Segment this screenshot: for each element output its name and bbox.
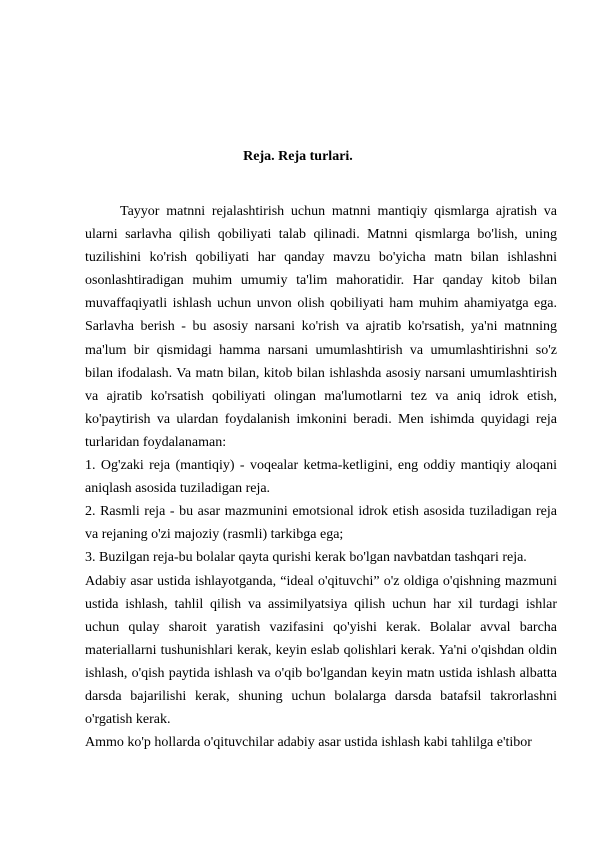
- list-item: 1. Og'zaki reja (mantiqiy) - voqealar ketma-ketligini, eng oddiy mantiqiy aloqani aniqlash asosida tuziladigan reja.: [85, 458, 557, 497]
- list-item: 3. Buzilgan reja-bu bolalar qayta qurishi kerak bo'lgan navbatdan tashqari reja.: [85, 550, 527, 566]
- document-title: Reja. Reja turlari.: [243, 149, 353, 164]
- paragraph: Adabiy asar ustida ishlayotganda, “ideal o'qituvchi” o'z oldiga o'qishning mazmuni ustida ishlash, tahlil qilish va assimilyatsiya qilish uchun har xil turdagi ishlar uchun qulay sharoit yaratish vazifasini qo'yishi kerak. Bolalar avval barcha materiallarni tushunishlari kerak, keyin eslab qolishlari kerak. Ya'ni o'qishdan oldin ishlash, o'qish paytida ishlash va o'qib bo'lgandan keyin matn ustida ishlash albatta darsda bajarilishi kerak, shuning uchun bolalarga darsda batafsil takrorlashni o'rgatish kerak.: [85, 573, 557, 728]
- list-item: 2. Rasmli reja - bu asar mazmunini emotsional idrok etish asosida tuziladigan reja va rejaning o'zi majoziy (rasmli) tarkibga ega;: [85, 504, 557, 543]
- document-body: [85, 200, 557, 754]
- paragraph: Tayyor matnni rejalashtirish uchun matnni mantiqiy qismlarga ajratish va ularni sarlavha qilish qobiliyati talab qilinadi. Matnni qismlarga bo'lish, uning tuzilishini ko'rish qobiliyati har qanday mavzu bo'yicha matn bilan ishlashni osonlashtiradigan muhim umumiy ta'lim mahoratidir. Har qanday kitob bilan muvaffaqiyatli ishlash uchun unvon olish qobiliyati ham muhim ahamiyatga ega. Sarlavha berish - bu asosiy narsani ko'rish va ajratib ko'rsatish, ya'ni matnning ma'lum bir qismidagi hamma narsani umumlashtirish va umumlashtirishni so'z bilan ifodalash. Va matn bilan, kitob bilan ishlashda asosiy narsani umumlashtirish va ajratib ko'rsatish qobiliyati olingan ma'lumotlarni tez va aniq idrok etish, ko'paytirish va ulardan foydalanish imkonini beradi. Men ishimda quyidagi reja turlaridan foydalanaman:: [85, 204, 557, 450]
- paragraph: Ammo ko'p hollarda o'qituvchilar adabiy asar ustida ishlash kabi tahlilga e'tibor: [85, 735, 532, 751]
